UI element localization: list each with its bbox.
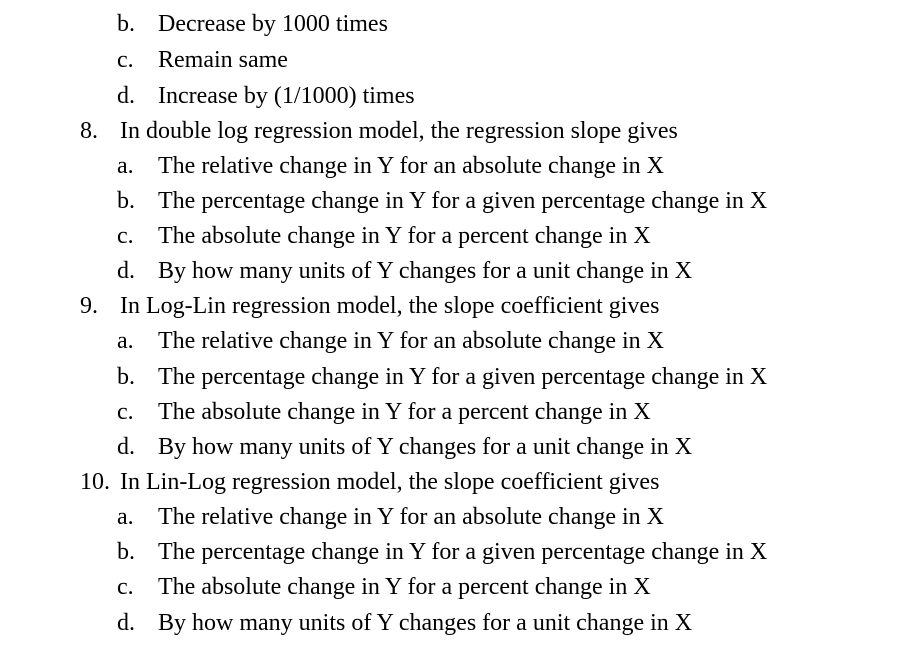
option-text: The percentage change in Y for a given percentage change in X [158,539,768,565]
option-letter: c. [117,47,134,73]
question-text: In double log regression model, the regression slope gives [120,118,678,144]
option-letter: d. [117,83,135,109]
option-text: The percentage change in Y for a given percentage change in X [158,188,768,214]
option-letter: b. [117,11,135,37]
option-text: By how many units of Y changes for a unit change in X [158,610,693,636]
option-text: The relative change in Y for an absolute change in X [158,504,665,530]
option-text: The absolute change in Y for a percent change in X [158,399,651,425]
option-letter: a. [117,504,134,530]
question-number: 10. [80,469,110,495]
option-letter: d. [117,610,135,636]
option-letter: a. [117,153,134,179]
question-number: 9. [80,293,98,319]
question-number: 8. [80,118,98,144]
option-letter: a. [117,328,134,354]
option-letter: b. [117,188,135,214]
option-text: Increase by (1/1000) times [158,83,415,109]
option-letter: c. [117,399,134,425]
option-text: The relative change in Y for an absolute change in X [158,328,665,354]
option-text: Decrease by 1000 times [158,11,388,37]
option-text: The absolute change in Y for a percent change in X [158,223,651,249]
option-text: Remain same [158,47,288,73]
option-text: The relative change in Y for an absolute change in X [158,153,665,179]
question-text: In Lin-Log regression model, the slope coefficient gives [120,469,660,495]
option-letter: b. [117,539,135,565]
option-letter: c. [117,223,134,249]
question-text: In Log-Lin regression model, the slope coefficient gives [120,293,660,319]
option-letter: c. [117,574,134,600]
option-text: By how many units of Y changes for a unit change in X [158,434,693,460]
option-letter: d. [117,434,135,460]
option-text: The percentage change in Y for a given percentage change in X [158,364,768,390]
option-letter: b. [117,364,135,390]
option-text: The absolute change in Y for a percent change in X [158,574,651,600]
option-text: By how many units of Y changes for a unit change in X [158,258,693,284]
option-letter: d. [117,258,135,284]
